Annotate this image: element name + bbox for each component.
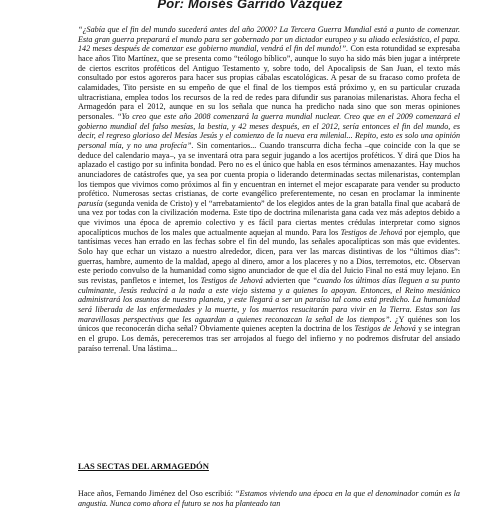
paragraph-1 [78, 25, 460, 353]
paragraph-2 [78, 489, 460, 508]
text-run: ¿Y quiénes son los únicos que reconocerán dicha señal? Obviamente quienes acepten la doctrina de los [78, 314, 460, 334]
text-run: por ejemplo, que tantísimas veces han errado en las fechas sobre el fin del mundo, las señales apocalípticas son más que evidentes. Solo hay que echar un vistazo a nuestro alrededor, dicen, para ver las marcas distintivas de los “últimos días”: guerras, hambre, aumento de la maldad, apego al dinero, amor a los placeres y no a Dios, terremotos, etc. Observan este periodo convulso de la humanidad como signo anunciador de que el día del Juicio Final no está muy lejano. En sus revistas, panfletos e internet, los [78, 227, 461, 286]
text-run: “cuando los últimos días lleguen a su punto culminante, Jesús reducirá a la nada a este viejo sistema y a quienes lo apoyan. Entonces, el Reino mesiánico administrará los asuntos de nuestro planeta, y este llegará a ser un paraíso tal como está predicho. La humanidad será liberada de las enfermedades y la muerte, y los muertos resucitarán para vivir en la Tierra. Estas son las maravillosas perspectivas que les aguardan a quienes reconozcan la señal de los tiempos”. [78, 276, 460, 324]
text-run: (segunda venida de Cristo) y el “arrebatamiento” de los elegidos antes de la gran batalla final que acabará de una vez por todas con la civilización moderna. Este tipo de doctrina milenarista gana cada vez más adeptos debido a que vivimos una época de apremio colectivo y es fácil para ciertas mentes crédulas interpretar como signos apocalípticos muchos de los males que actualmente aquejan al mundo. Para los [78, 198, 460, 237]
text-run: Sin comentarios... Cuando transcurra dicha fecha –que coincide con la que se deduce del calendario maya–, ya se inventará otra para seguir jugando a los acertijos proféticos. Y dirá que Dios ha aplazado el castigo por su infinita bondad. Pero no es el único que habla en esos términos amenazantes. Hay muchos anunciadores de catástrofes que, ya sea por cuenta propia o liderando determinadas sectas milenaristas, contemplan los tiempos que vivimos como próximos al fin y encuentran en internet el mejor escaparate para vender su producto profético. Numerosas sectas cristianas, de corte evangélico preferentemente, no cesan en proclamar la inminente [78, 140, 460, 199]
text-run: Testigos de Jehová [354, 324, 416, 334]
section-heading: LAS SECTAS DEL ARMAGEDÓN [78, 461, 209, 471]
text-run: “Estamos viviendo una época en la que el denominador común es la angustia. Nunca como ahora el futuro se nos ha planteado tan [78, 489, 460, 508]
text-run: y se integran en el grupo. Los demás, pereceremos tras ser arrojados al fuego del infierno y no podremos disfrutar del ansiado paraíso terrenal. Una lástima... [78, 324, 460, 353]
text-run: Testigos de Jehová [340, 227, 403, 237]
text-run: advierten que [262, 276, 313, 286]
text-run: Con esta rotundidad se expresaba hace años Tito Martínez, que se presenta como “teólogo bíblico”, aunque lo suyo ha sido más bien jugar a intérprete de ciertos escritos proféticos del Antiguo Testamento y, sobre todo, del Apocalipsis de San Juan, el texto más consultado por estos agoreros para hacer sus propias cábalas escatológicas. A pesar de su fracaso como profeta de calamidades, Tito persiste en su empeño de que el final de los tiempos está próximo y, en su particular cruzada ultracristiana, emplea todos los recursos de la red de redes para difundir sus paranoias milenaristas. Ahora fecha el Armagedón para el 2012, aunque en su los señala que nunca ha predicho nada sino que son meras opiniones personales. [78, 44, 460, 121]
author-byline: Por: Moisés Garrido Vázquez [157, 0, 343, 11]
article-paragraph-2 [78, 481, 460, 517]
text-run: Hace años, Fernando Jiménez del Oso escribió: [78, 489, 236, 499]
text-run: parusía [78, 198, 103, 208]
text-run: “¿Sabía que el fin del mundo sucederá antes del año 2000? La Tercera Guerra Mundial está a punto de comenzar. Esta gran guerra preparará el mundo para ser gobernado por un dictador europeo y su aliado eclesiástico, el papa. 142 meses después de comenzar ese gobierno mundial, vendrá el fin del mundo!”. [78, 25, 460, 54]
text-run: Testigos de Jehová [200, 276, 263, 286]
text-run: “Yo creo que este año 2008 comenzará la guerra mundial nuclear. Creo que en el 2009 comenzará el gobierno mundial del falso mesías, la bestia, y 42 meses después, en el 2012, sería entonces el fin del mundo, es decir, el regreso glorioso del Mesías Jesús y el comienzo de la nueva era milenial... Repito, esto es solo una opinión personal mía, y no una profecía”. [78, 111, 460, 150]
article-paragraph [78, 25, 460, 353]
